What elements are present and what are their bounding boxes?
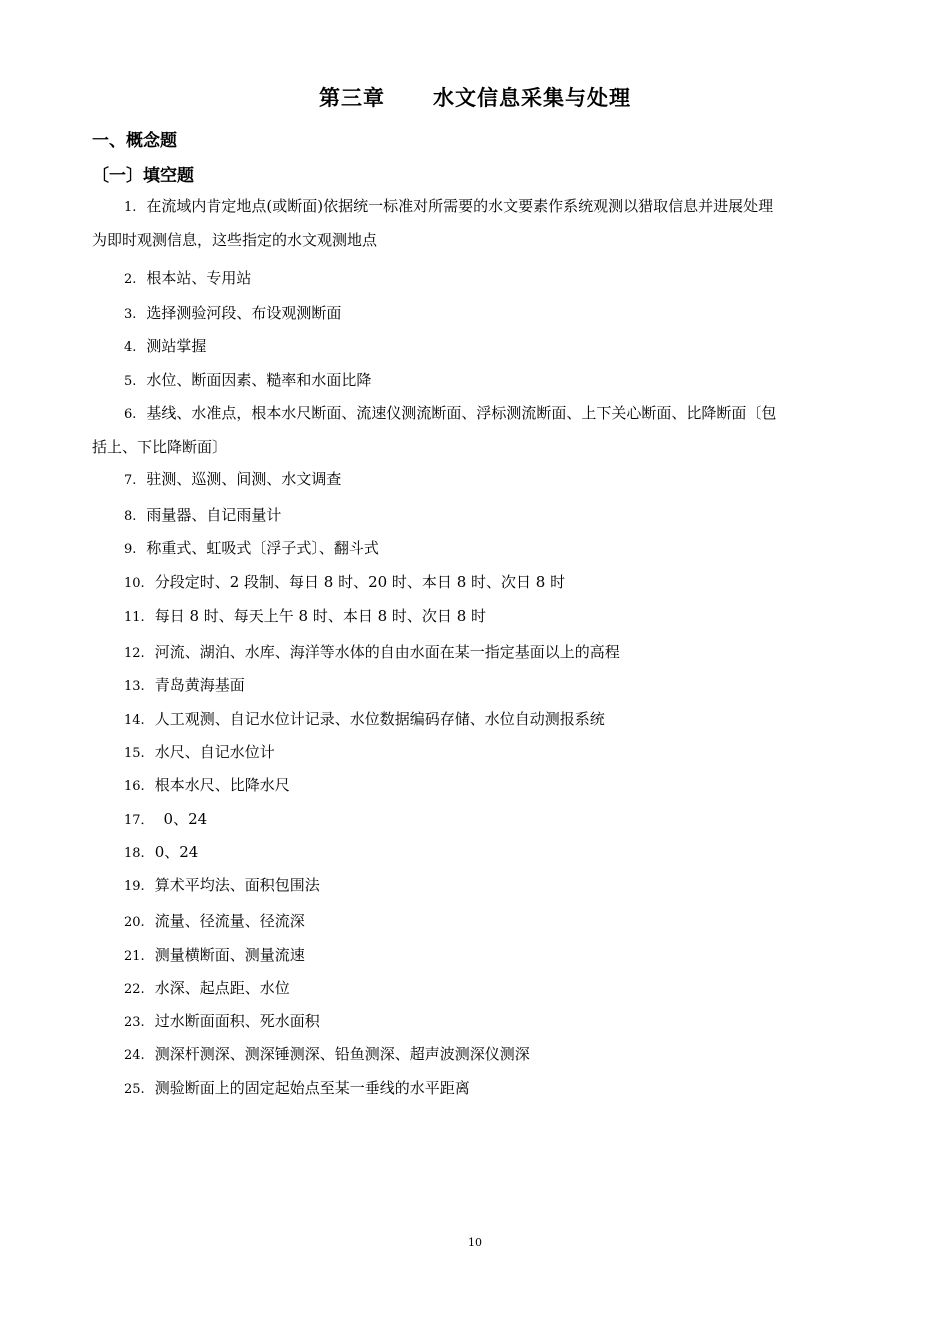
item-text: 每日 8 时、每天上午 8 时、本日 8 时、次日 8 时	[154, 607, 487, 625]
item-number: 24.	[124, 1048, 145, 1063]
item-number: 2.	[124, 272, 137, 287]
list-item	[92, 636, 852, 670]
item-text: 河流、湖泊、水库、海洋等水体的自由水面在某一指定基面以上的高程	[154, 643, 620, 661]
item-text: 分段定时、2 段制、每日 8 时、20 时、本日 8 时、次日 8 时	[154, 573, 566, 591]
list-item	[92, 600, 852, 634]
item-text-continued: 为即时观测信息，这些指定的水文观测地点	[92, 231, 378, 249]
item-number: 11.	[124, 610, 145, 625]
item-text: 选择测验河段、布设观测断面	[146, 304, 342, 322]
list-item	[92, 1038, 852, 1072]
list-item	[92, 905, 852, 939]
item-text: 测站掌握	[146, 337, 207, 355]
item-text: 雨量器、自记雨量计	[146, 506, 282, 524]
list-item	[92, 364, 852, 398]
list-item	[92, 703, 852, 737]
list-item	[92, 262, 852, 296]
item-text: 驻测、巡测、间测、水文调查	[146, 470, 342, 488]
item-number: 25.	[124, 1082, 145, 1097]
item-text: 水深、起点距、水位	[154, 979, 290, 997]
list-item	[92, 736, 852, 770]
list-item	[92, 869, 852, 903]
list-item	[92, 803, 852, 837]
item-number: 10.	[124, 576, 145, 591]
chapter-number: 第三章	[319, 86, 385, 110]
list-item	[92, 190, 852, 257]
list-item	[92, 297, 852, 331]
item-number: 15.	[124, 746, 145, 761]
item-text: 称重式、虹吸式〔浮子式〕、翻斗式	[146, 539, 379, 557]
list-item	[92, 499, 852, 533]
section-heading: 一、概念题	[92, 131, 177, 151]
item-number: 3.	[124, 307, 137, 322]
chapter-title	[0, 82, 950, 112]
item-text: 水位、断面因素、糙率和水面比降	[146, 371, 372, 389]
list-item	[92, 1072, 852, 1106]
item-text: 根本站、专用站	[146, 269, 252, 287]
item-text: 测量横断面、测量流速	[154, 946, 305, 964]
item-text: 流量、径流量、径流深	[154, 912, 305, 930]
list-item	[92, 939, 852, 973]
item-text: 基线、水准点，根本水尺断面、流速仪测流断面、浮标测流断面、上下关心断面、比降断面〔包	[146, 404, 777, 422]
item-text: 水尺、自记水位计	[154, 743, 275, 761]
list-item	[92, 769, 852, 803]
item-number: 12.	[124, 646, 145, 661]
item-text: 算术平均法、面积包围法	[154, 876, 320, 894]
item-text: 过水断面面积、死水面积	[154, 1012, 320, 1030]
list-item	[92, 532, 852, 566]
item-number: 16.	[124, 779, 145, 794]
item-text-continued: 括上、下比降断面〕	[92, 438, 228, 456]
item-text: 青岛黄海基面	[154, 676, 245, 694]
item-text: 测深杆测深、测深锤测深、铅鱼测深、超声波测深仪测深	[154, 1045, 530, 1063]
item-number: 23.	[124, 1015, 145, 1030]
item-number: 6.	[124, 407, 137, 422]
item-number: 18.	[124, 846, 145, 861]
subsection-heading: 〔一〕填空题	[92, 166, 194, 186]
item-number: 4.	[124, 340, 137, 355]
item-number: 9.	[124, 542, 137, 557]
list-item	[92, 397, 852, 464]
item-number: 17．	[124, 813, 154, 828]
item-number: 13.	[124, 679, 145, 694]
list-item	[92, 669, 852, 703]
list-item	[92, 330, 852, 364]
item-text: 根本水尺、比降水尺	[154, 776, 290, 794]
list-item	[92, 836, 852, 870]
item-number: 5.	[124, 374, 137, 389]
list-item	[92, 972, 852, 1006]
item-text: 0、24	[163, 810, 208, 828]
chapter-name: 水文信息采集与处理	[433, 86, 631, 110]
item-text: 0、24	[154, 843, 199, 861]
item-number: 19.	[124, 879, 145, 894]
item-text: 测验断面上的固定起始点至某一垂线的水平距离	[154, 1079, 470, 1097]
item-number: 21.	[124, 949, 145, 964]
item-number: 14.	[124, 713, 145, 728]
item-number: 7.	[124, 473, 137, 488]
item-number: 8.	[124, 509, 137, 524]
item-text: 人工观测、自记水位计记录、水位数据编码存储、水位自动测报系统	[154, 710, 605, 728]
item-number: 20.	[124, 915, 145, 930]
list-item	[92, 1005, 852, 1039]
list-item	[92, 566, 852, 600]
item-number: 22.	[124, 982, 145, 997]
page-number: 10	[468, 1236, 482, 1249]
list-item	[92, 463, 852, 497]
item-text: 在流域内肯定地点(或断面)依据统一标准对所需要的水文要素作系统观测以猎取信息并进展处理	[146, 197, 774, 215]
item-number: 1.	[124, 200, 137, 215]
